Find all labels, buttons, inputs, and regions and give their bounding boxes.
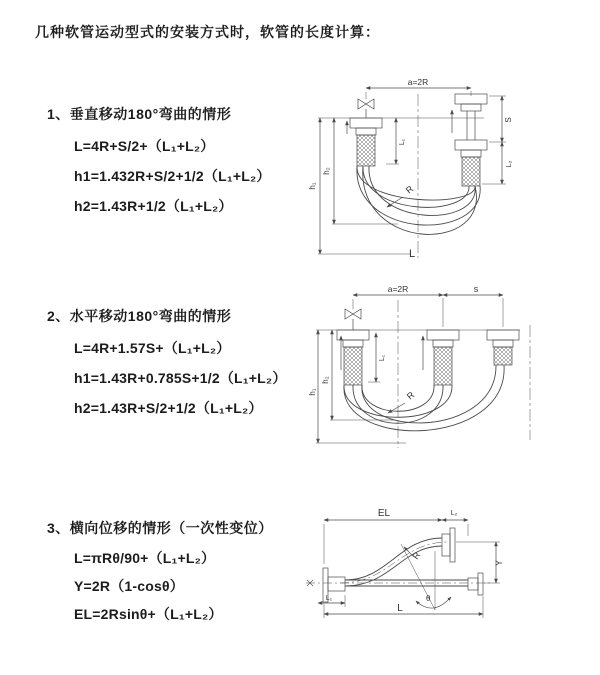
left-fitting [337,330,369,385]
dim-label-l1: L₁ [379,354,386,362]
dim-label-l1: L₁ [399,138,406,146]
radius-leader-arrow [387,197,403,207]
section-2-formula-h1: h1=1.43R+0.785S+1/2（L₁+L₂） [74,370,287,386]
middle-fitting [427,330,459,385]
dim-label-a2r: a=2R [407,77,429,87]
angle-theta-label: θ [426,594,431,603]
dim-label-s: s [473,284,479,294]
valve-icon [345,309,361,319]
hose-centerline [340,542,448,583]
section-3-formula-EL: EL=2Rsinθ+（L₁+L₂） [74,606,223,622]
radius-label: R [403,183,416,196]
diagram-horizontal-180-bend [306,280,551,455]
dim-label-h1: h₁ [308,388,317,396]
page-title: 几种软管运动型式的安装方式时，软管的长度计算： [35,24,380,40]
left-fitting [350,118,382,166]
dim-label-l2: L₂ [450,510,458,517]
section-3-formula-L: L=πRθ/90+（L₁+L₂） [74,550,216,566]
dim-label-h2: h₂ [322,167,331,175]
swing-arc-arrow [416,597,451,608]
right-fitting [487,330,519,365]
dim-label-y: Y [494,559,504,567]
section-2-formula-h2: h2=1.43R+S/2+1/2（L₁+L₂） [74,400,263,416]
section-3-heading: 3、横向位移的情形（一次性变位） [47,520,273,536]
dim-label-a2r: a=2R [387,284,409,294]
dim-label-s: S [504,117,513,123]
dim-label-h1: h₁ [308,182,317,190]
dim-label-el: EL [377,508,391,519]
section-2-formula-L: L=4R+1.57S+（L₁+L₂） [74,340,231,356]
right-fitting [455,94,487,186]
displaced-hose [345,538,442,586]
diagram-vertical-180-bend [306,66,541,261]
dim-label-l1: L₁ [325,595,333,602]
section-3-formula-Y: Y=2R（1-cosθ） [74,578,184,594]
section-1-formula-h2: h2=1.43R+1/2（L₁+L₂） [74,198,233,214]
hose-curves [344,365,504,431]
radius-label: R [410,550,423,562]
radius-label: R [404,389,417,402]
section-1-heading: 1、垂直移动180°弯曲的情形 [47,106,232,122]
diagram-lateral-displacement [296,496,596,651]
section-1-formula-L: L=4R+S/2+（L₁+L₂） [74,138,215,154]
dim-label-h2: h₂ [321,376,330,384]
section-1-formula-h1: h1=1.432R+S/2+1/2（L₁+L₂） [74,168,271,184]
dim-label-l: L [397,603,403,614]
length-label: L [408,248,416,260]
valve-icon [358,99,374,109]
section-2-heading: 2、水平移动180°弯曲的情形 [47,308,232,324]
upper-flange [442,528,455,562]
dim-label-l2: L₂ [506,160,513,168]
right-flange [468,573,483,595]
